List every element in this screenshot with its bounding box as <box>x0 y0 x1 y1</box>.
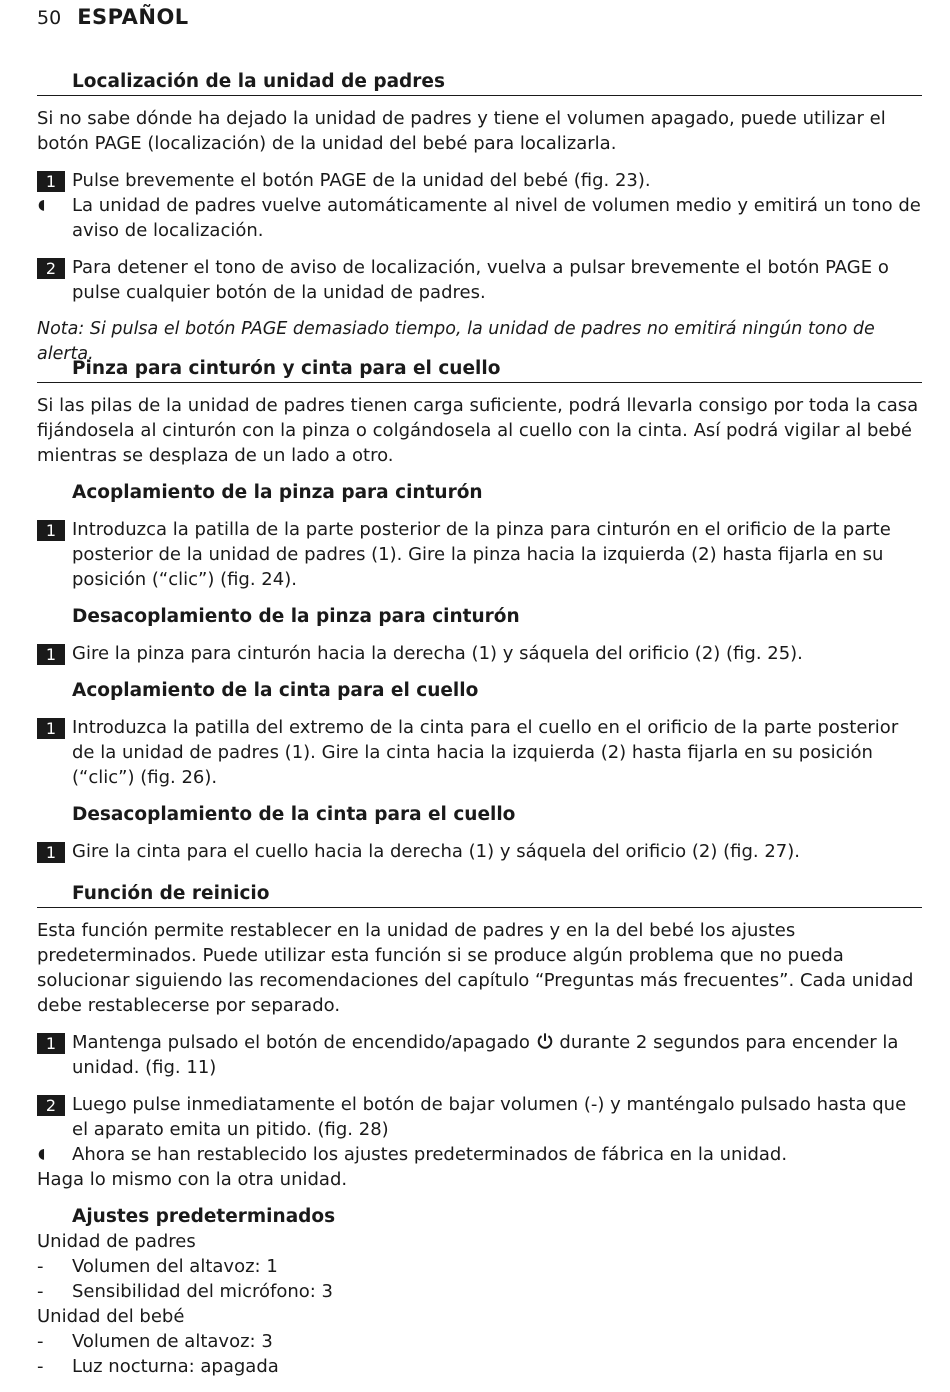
step-text: Pulse brevemente el botón PAGE de la unidad del bebé (fig. 23). <box>72 170 651 191</box>
step-number: 1 <box>37 171 65 192</box>
step-text-a: Mantenga pulsado el botón de encendido/apagado <box>72 1032 530 1053</box>
step-number: 1 <box>37 842 65 863</box>
step-1 <box>37 168 922 193</box>
step-text: Luego pulse inmediatamente el botón de bajar volumen (-) y manténgalo pulsado hasta que el aparato emita un pitido. (fig. 28) <box>72 1094 907 1140</box>
step-2 <box>37 1092 922 1142</box>
list-item: - Sensibilidad del micrófono: 3 <box>37 1281 333 1302</box>
step-1 <box>37 1030 922 1080</box>
list-item: - Volumen de altavoz: 3 <box>37 1331 273 1352</box>
subsection-title: Ajustes predeterminados <box>72 1206 336 1227</box>
step-1 <box>37 517 922 592</box>
section-reinicio <box>37 881 922 1379</box>
subsection-title: Acoplamiento de la cinta para el cuello <box>72 680 479 701</box>
step-number: 2 <box>37 258 65 279</box>
section-intro: Si no sabe dónde ha dejado la unidad de padres y tiene el volumen apagado, puede utilizar el botón PAGE (localización) de la unidad del bebé para localizarla. <box>37 108 886 154</box>
section-localizacion <box>37 69 922 367</box>
step-1 <box>37 641 922 666</box>
section-title: Localización de la unidad de padres <box>37 69 922 96</box>
step-text: Introduzca la patilla del extremo de la cinta para el cuello en el orificio de la parte posterior de la unidad de padres (1). Gire la cinta hacia la izquierda (2) hasta fijarla en su posición (“clic”) (fig. 26). <box>72 717 899 788</box>
step-text: Para detener el tono de aviso de localización, vuelva a pulsar brevemente el botón PAGE o pulse cualquier botón de la unidad de padres. <box>72 257 889 303</box>
subsection-title: Acoplamiento de la pinza para cinturón <box>72 482 483 503</box>
result-text: Ahora se han restablecido los ajustes predeterminados de fábrica en la unidad. <box>72 1144 788 1165</box>
step-text: Gire la cinta para el cuello hacia la derecha (1) y sáquela del orificio (2) (fig. 27). <box>72 841 800 862</box>
note: Nota: Si pulsa el botón PAGE demasiado tiempo, la unidad de padres no emitirá ningún tono de alerta. <box>37 319 875 364</box>
baby-unit-label: Unidad del bebé <box>37 1306 185 1327</box>
step-number: 1 <box>37 1033 65 1054</box>
result-text: La unidad de padres vuelve automáticamente al nivel de volumen medio y emitirá un tono de aviso de localización. <box>72 195 921 241</box>
power-icon <box>536 1032 554 1050</box>
step-number: 2 <box>37 1095 65 1116</box>
page-number: 50 <box>37 7 62 29</box>
step-number: 1 <box>37 644 65 665</box>
step-result <box>37 193 922 243</box>
subsection-title: Desacoplamiento de la cinta para el cuello <box>72 804 516 825</box>
step-number: 1 <box>37 520 65 541</box>
result-arrow-icon: ◖ <box>38 197 46 213</box>
section-title: Pinza para cinturón y cinta para el cuello <box>37 356 922 383</box>
step-result <box>37 1142 922 1167</box>
after-text: Haga lo mismo con la otra unidad. <box>37 1169 348 1190</box>
section-intro: Si las pilas de la unidad de padres tienen carga suficiente, podrá llevarla consigo por toda la casa fijándosela al cinturón con la pinza o colgándosela al cuello con la cinta. Así podrá vigilar al bebé mientras se desplaza de un lado a otro. <box>37 395 919 466</box>
section-intro: Esta función permite restablecer en la unidad de padres y en la del bebé los ajustes predeterminados. Puede utilizar esta función si se produce algún problema que no pueda solucionar siguiendo las recomendaciones del capítulo “Preguntas más frecuentes”. Cada unidad debe restablecerse por separado. <box>37 920 914 1016</box>
subsection-title: Desacoplamiento de la pinza para cinturón <box>72 606 520 627</box>
step-number: 1 <box>37 718 65 739</box>
step-1 <box>37 839 922 864</box>
page-header <box>37 5 189 33</box>
language-heading: ESPAÑOL <box>77 5 189 29</box>
step-2 <box>37 255 922 305</box>
section-title: Función de reinicio <box>37 881 922 908</box>
section-pinza-cinta <box>37 356 922 864</box>
list-item: - Luz nocturna: apagada <box>37 1356 279 1377</box>
step-text-b: durante 2 segundos para encender la unidad. (fig. 11) <box>72 1032 899 1078</box>
step-text: Introduzca la patilla de la parte posterior de la pinza para cinturón en el orificio de la parte posterior de la unidad de padres (1). Gire la pinza hacia la izquierda (2) hasta fijarla en su posición (“clic”) (fig. 24). <box>72 519 891 590</box>
step-1 <box>37 715 922 790</box>
list-item: - Volumen del altavoz: 1 <box>37 1256 278 1277</box>
result-arrow-icon: ◖ <box>38 1146 46 1162</box>
parent-unit-label: Unidad de padres <box>37 1231 196 1252</box>
step-text: Gire la pinza para cinturón hacia la derecha (1) y sáquela del orificio (2) (fig. 25). <box>72 643 803 664</box>
